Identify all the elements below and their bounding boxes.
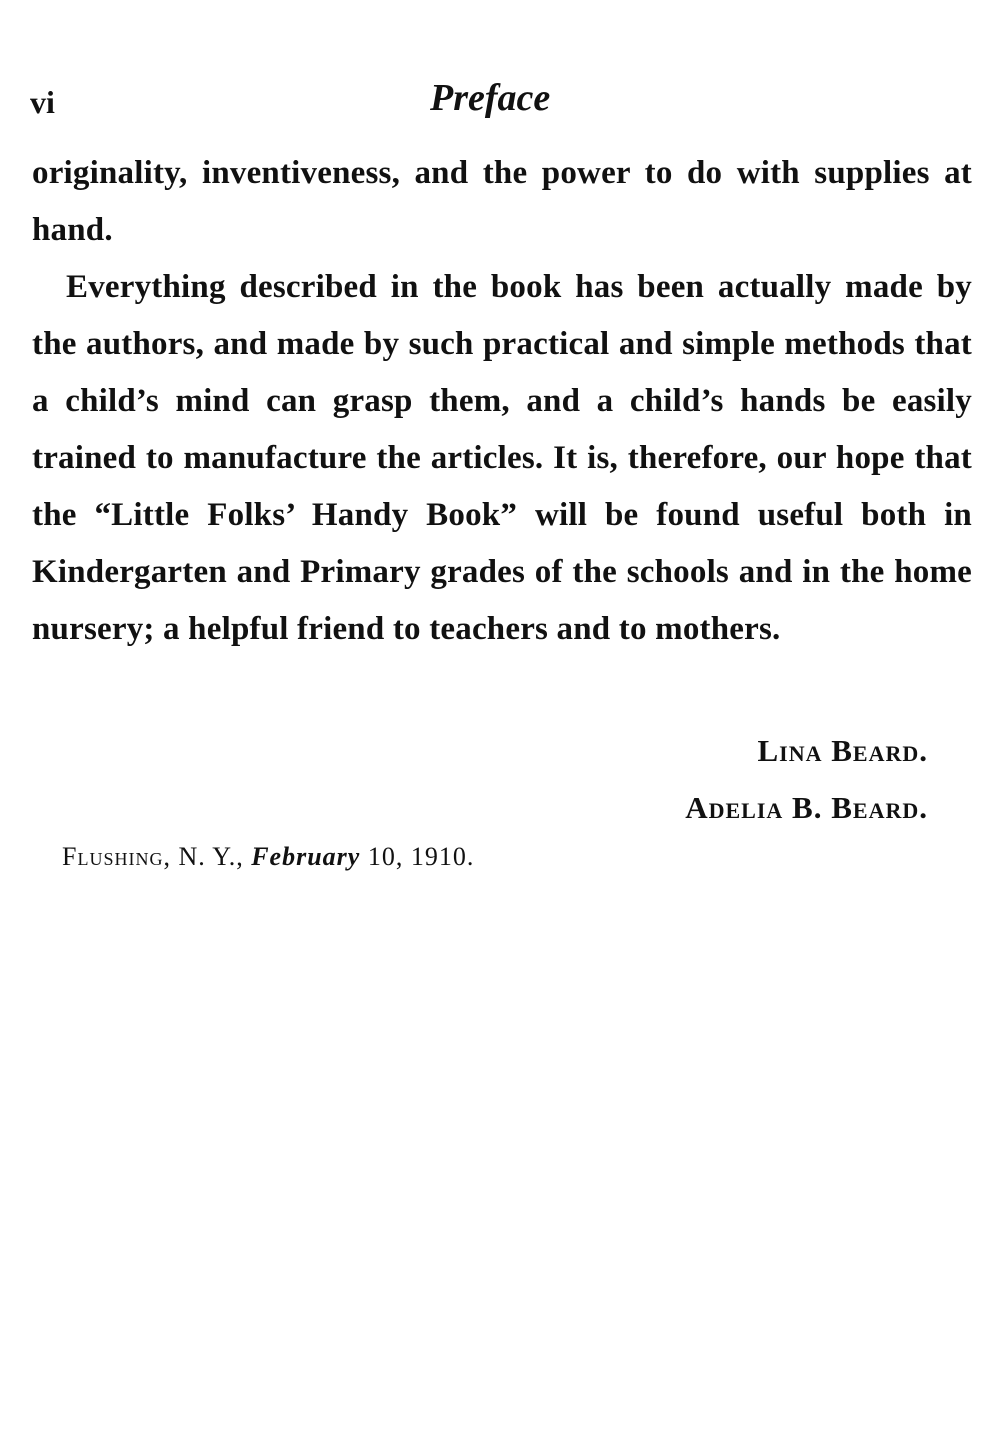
page-number: vi [30,84,55,120]
dateline-day: 10, 1910. [367,842,475,871]
signature-block [428,722,928,836]
paragraph-continuation: originality, inventiveness, and the power to do with supplies at hand. [32,155,972,248]
dateline-place: Flushing, N. Y., [62,842,244,871]
preface-body [32,145,972,658]
paragraph: Everything described in the book has been actually made by the authors, and made by such practical and simple methods that a child’s mind can grasp them, and a child’s hands be easily trained to manufacture the articles. It is, therefore, our hope that the “Little Folks’ Handy Book” will be found useful both in Kindergarten and Primary grades of the schools and in the home nursery; a helpful friend to teachers and to mothers. [32,269,972,647]
dateline [62,842,474,872]
running-title: Preface [430,77,551,119]
dateline-month: February [251,842,361,871]
running-head [30,76,972,136]
signature-lina-beard: Lina Beard. [757,733,928,768]
signature-adelia-beard: Adelia B. Beard. [685,790,928,825]
